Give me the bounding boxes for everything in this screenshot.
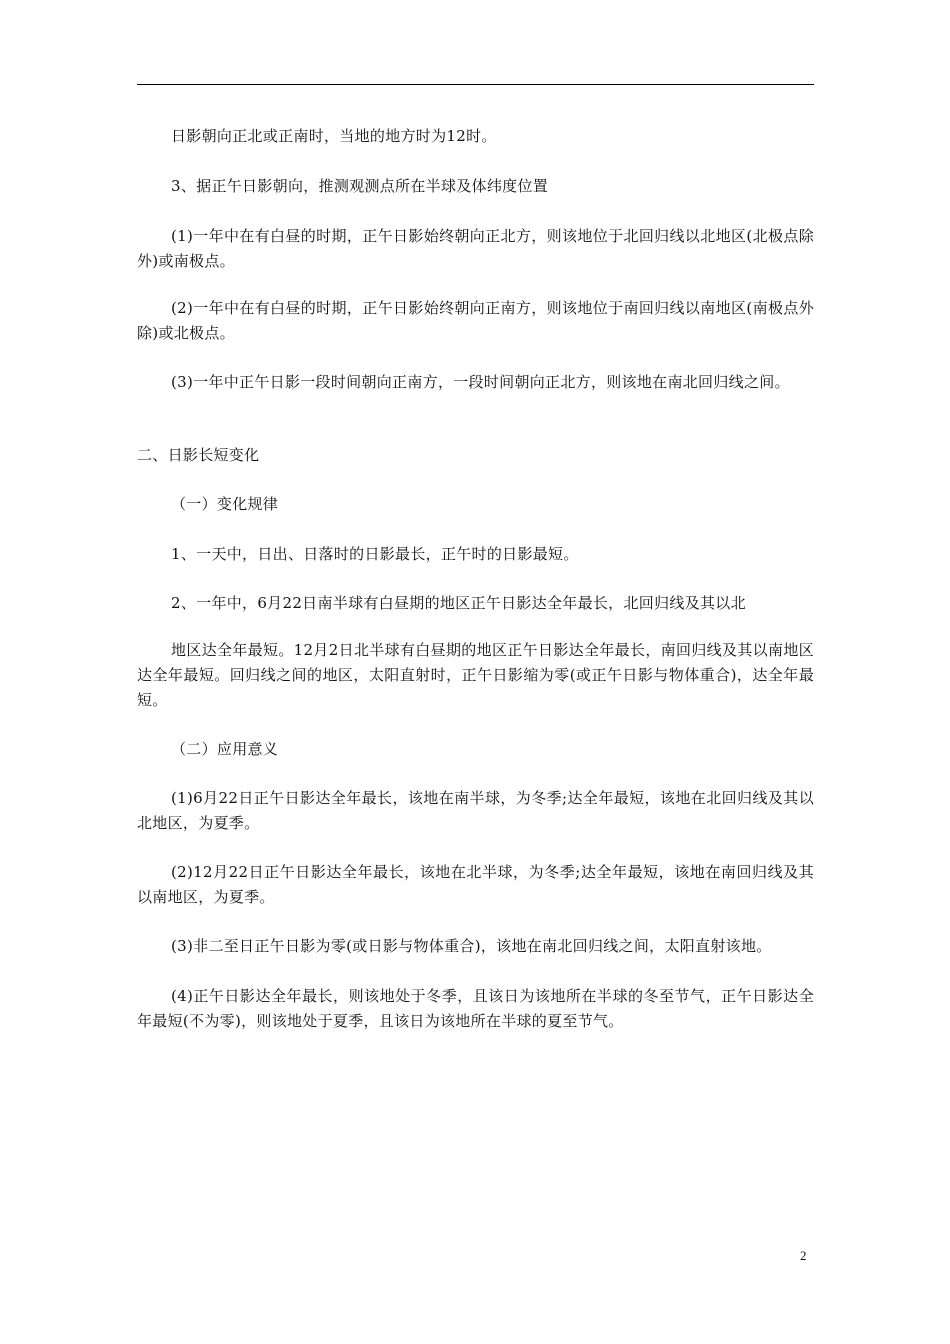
header-rule (137, 84, 814, 85)
page-number: 2 (800, 1248, 807, 1263)
paragraph-case-2: (2)一年中在有白昼的时期，正午日影始终朝向正南方，则该地位于南回归线以南地区(南极点外除)或北极点。 (137, 299, 814, 342)
subheading-applications: （二）应用意义 (171, 740, 279, 758)
paragraph-rule-2: 2、一年中，6月22日南半球有白昼期的地区正午日影达全年最长，北回归线及其以北 (171, 594, 746, 612)
paragraph-item-3: 3、据正午日影朝向，推测观测点所在半球及体纬度位置 (171, 177, 549, 195)
paragraph-rule-2-cont: 地区达全年最短。12月2日北半球有白昼期的地区正午日影达全年最长，南回归线及其以南地区达全年最短。回归线之间的地区，太阳直射时，正午日影缩为零(或正午日影与物体重合)，达全年最短。 (137, 641, 814, 709)
paragraph-app-3: (3)非二至日正午日影为零(或日影与物体重合)，该地在南北回归线之间，太阳直射该地。 (171, 937, 772, 955)
paragraph-noon-shadow: 日影朝向正北或正南时，当地的地方时为12时。 (171, 127, 497, 145)
paragraph-app-2: (2)12月22日正午日影达全年最长，该地在北半球，为冬季;达全年最短，该地在南回归线及其以南地区，为夏季。 (137, 863, 814, 906)
paragraph-app-1: (1)6月22日正午日影达全年最长，该地在南半球，为冬季;达全年最短，该地在北回归线及其以北地区，为夏季。 (137, 789, 814, 832)
subheading-rules: （一）变化规律 (171, 495, 279, 513)
section-heading-2: 二、日影长短变化 (137, 446, 260, 464)
paragraph-case-1: (1)一年中在有白昼的时期，正午日影始终朝向正北方，则该地位于北回归线以北地区(北极点除外)或南极点。 (137, 227, 814, 270)
paragraph-app-4: (4)正午日影达全年最长，则该地处于冬季，且该日为该地所在半球的冬至节气，正午日影达全年最短(不为零)，则该地处于夏季，且该日为该地所在半球的夏至节气。 (137, 987, 814, 1030)
paragraph-case-3: (3)一年中正午日影一段时间朝向正南方，一段时间朝向正北方，则该地在南北回归线之间。 (171, 373, 790, 391)
paragraph-rule-1: 1、一天中，日出、日落时的日影最长，正午时的日影最短。 (171, 545, 579, 563)
